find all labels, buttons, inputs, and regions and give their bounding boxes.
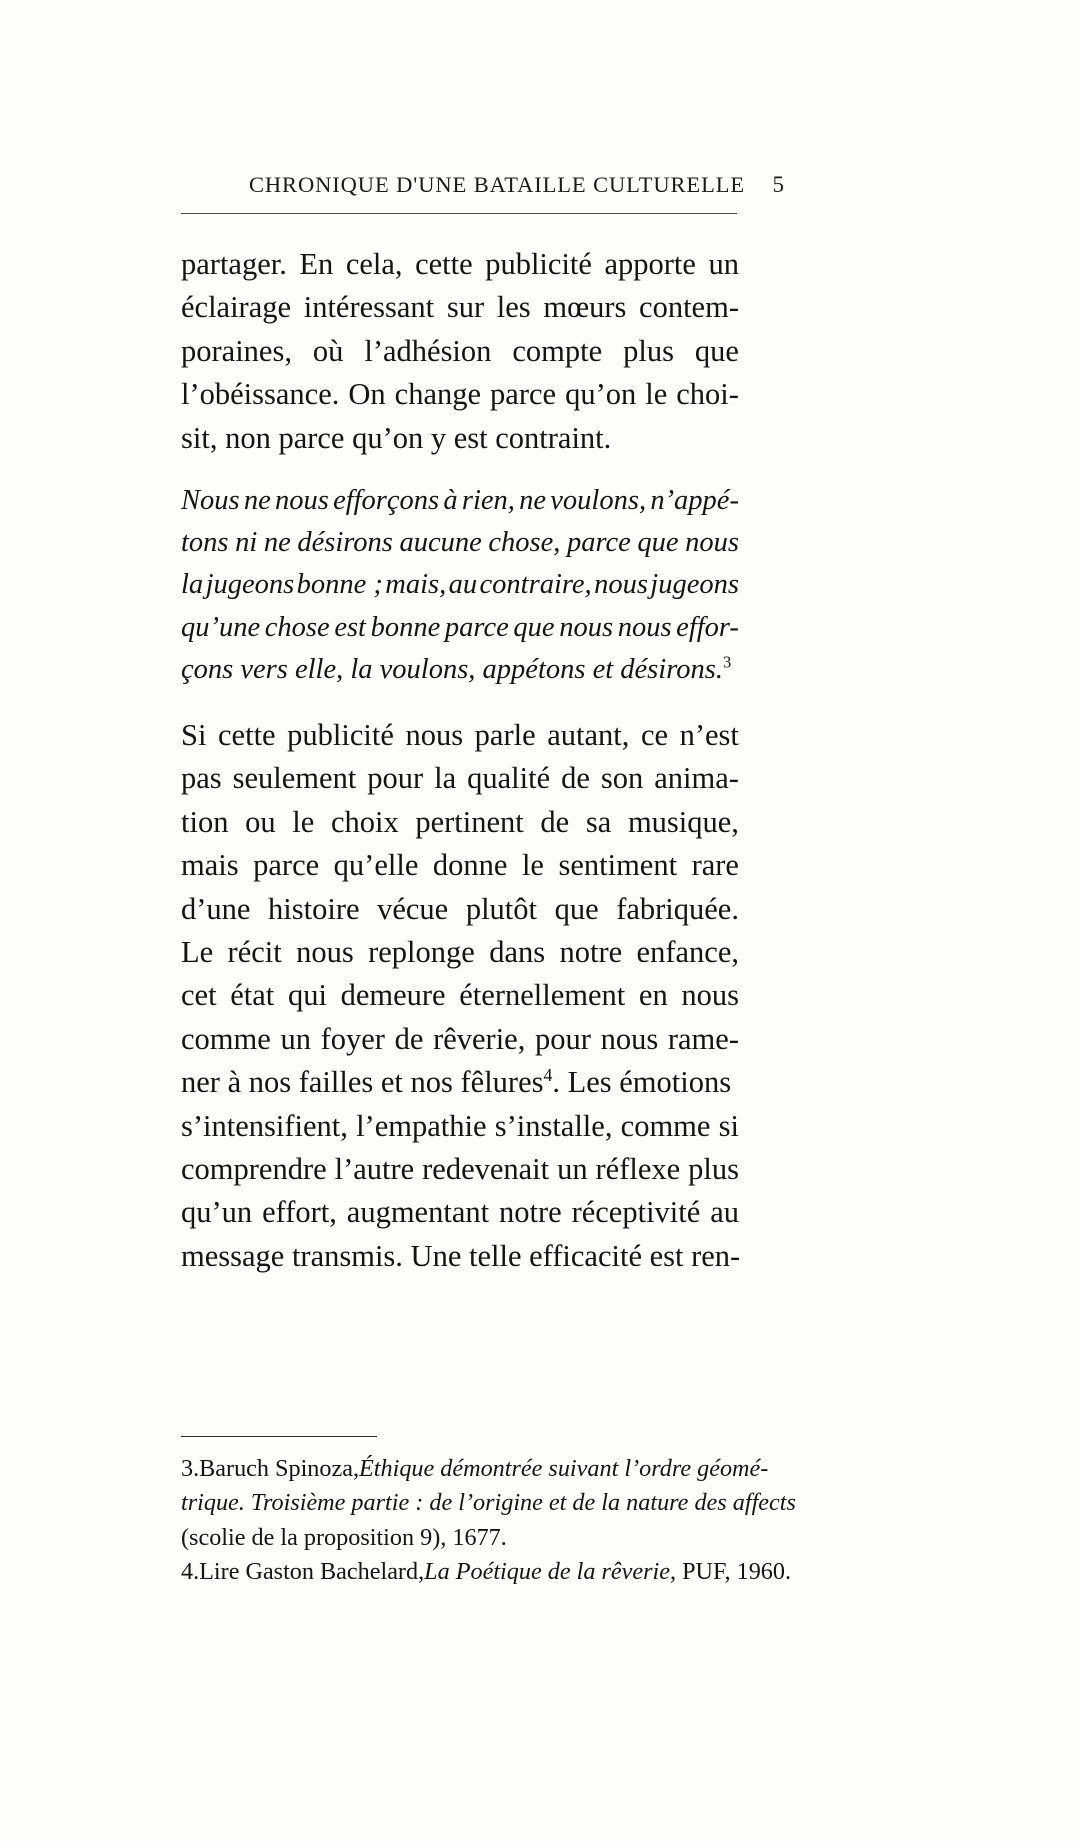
footnote-number: 4. xyxy=(181,1557,200,1585)
footnote-4 xyxy=(181,1555,792,1589)
footnote-publisher: , PUF, 1960. xyxy=(669,1557,792,1585)
text-line: s’intensifient, l’empathie s’installe, comme si xyxy=(181,1108,739,1143)
block-quote xyxy=(181,480,739,691)
page-number: 5 xyxy=(772,172,784,197)
text-line: ner à nos failles et nos fêlures$^4$. Les émotions xyxy=(181,1065,732,1100)
footnote-marker-4[interactable]: 4 xyxy=(543,1065,553,1086)
footnote-author: Baruch Spinoza, xyxy=(199,1455,360,1482)
text-line: message transmis. Une telle efficacité est ren- xyxy=(181,1238,741,1273)
quote-line: Nous ne nous efforçons à rien, ne voulons, n’appé- xyxy=(181,485,739,516)
header-rule xyxy=(181,213,737,214)
text-line: qu’un effort, augmentant notre réceptivité au xyxy=(181,1195,739,1230)
text-line: comprendre l’autre redevenait un réflexe plus xyxy=(181,1152,739,1187)
footnote-line: trique. Troisième partie : de l’origine et de la nature des affects xyxy=(181,1489,796,1517)
text-line: partager. En cela, cette publicité apporte un xyxy=(181,247,739,281)
footnote-line xyxy=(181,1555,792,1589)
footnotes-block xyxy=(181,1452,796,1589)
quote-line: tons ni ne désirons aucune chose, parce que nous xyxy=(181,527,739,559)
footnote-author: Lire Gaston Bachelard, xyxy=(199,1557,425,1585)
text-line: Le récit nous replonge dans notre enfance, xyxy=(181,935,739,970)
text-line: Si cette publicité nous parle autant, ce n’est xyxy=(181,718,739,752)
text-line: comme un foyer de rêverie, pour nous rame- xyxy=(181,1021,739,1056)
body-paragraph-one xyxy=(181,243,739,460)
body-paragraph-two xyxy=(181,714,739,1278)
text-line: cet état qui demeure éternellement en nous xyxy=(181,978,739,1013)
text-line: pas seulement pour la qualité de son anima- xyxy=(181,761,739,796)
footnote-title-italic: La Poétique de la rêverie xyxy=(424,1557,670,1585)
text-line: sit, non parce qu’on y est contraint. xyxy=(181,420,612,455)
footnote-marker-3[interactable]: 3 xyxy=(722,652,732,672)
footnote-number: 3. xyxy=(181,1455,200,1482)
quote-line: la jugeons bonne ; mais, au contraire, nous jugeons xyxy=(181,569,739,601)
quote-line: qu’une chose est bonne parce que nous nous effor- xyxy=(181,611,739,643)
footnote-line xyxy=(181,1452,769,1486)
text-line: éclairage intéressant sur les mœurs contem- xyxy=(181,290,739,325)
footnote-3 xyxy=(181,1452,796,1555)
footnote-line: (scolie de la proposition 9), 1677. xyxy=(181,1523,507,1551)
running-head-title: CHRONIQUE D'UNE BATAILLE CULTURELLE xyxy=(249,172,746,197)
text-line: poraines, où l’adhésion compte plus que xyxy=(181,333,739,368)
footnote-separator-rule xyxy=(181,1436,377,1437)
quote-line: çons vers elle, la voulons, appétons et désirons.$^3$ xyxy=(181,652,732,685)
text-line: mais parce qu’elle donne le sentiment rare xyxy=(181,848,739,883)
footnote-title-italic: Éthique démontrée suivant l’ordre géomé- xyxy=(359,1455,769,1482)
text-line: d’une histoire vécue plutôt que fabriquée. xyxy=(181,891,739,926)
text-line: tion ou le choix pertinent de sa musique, xyxy=(181,804,739,839)
text-line: l’obéissance. On change parce qu’on le choi- xyxy=(181,377,739,412)
running-head xyxy=(181,172,784,202)
